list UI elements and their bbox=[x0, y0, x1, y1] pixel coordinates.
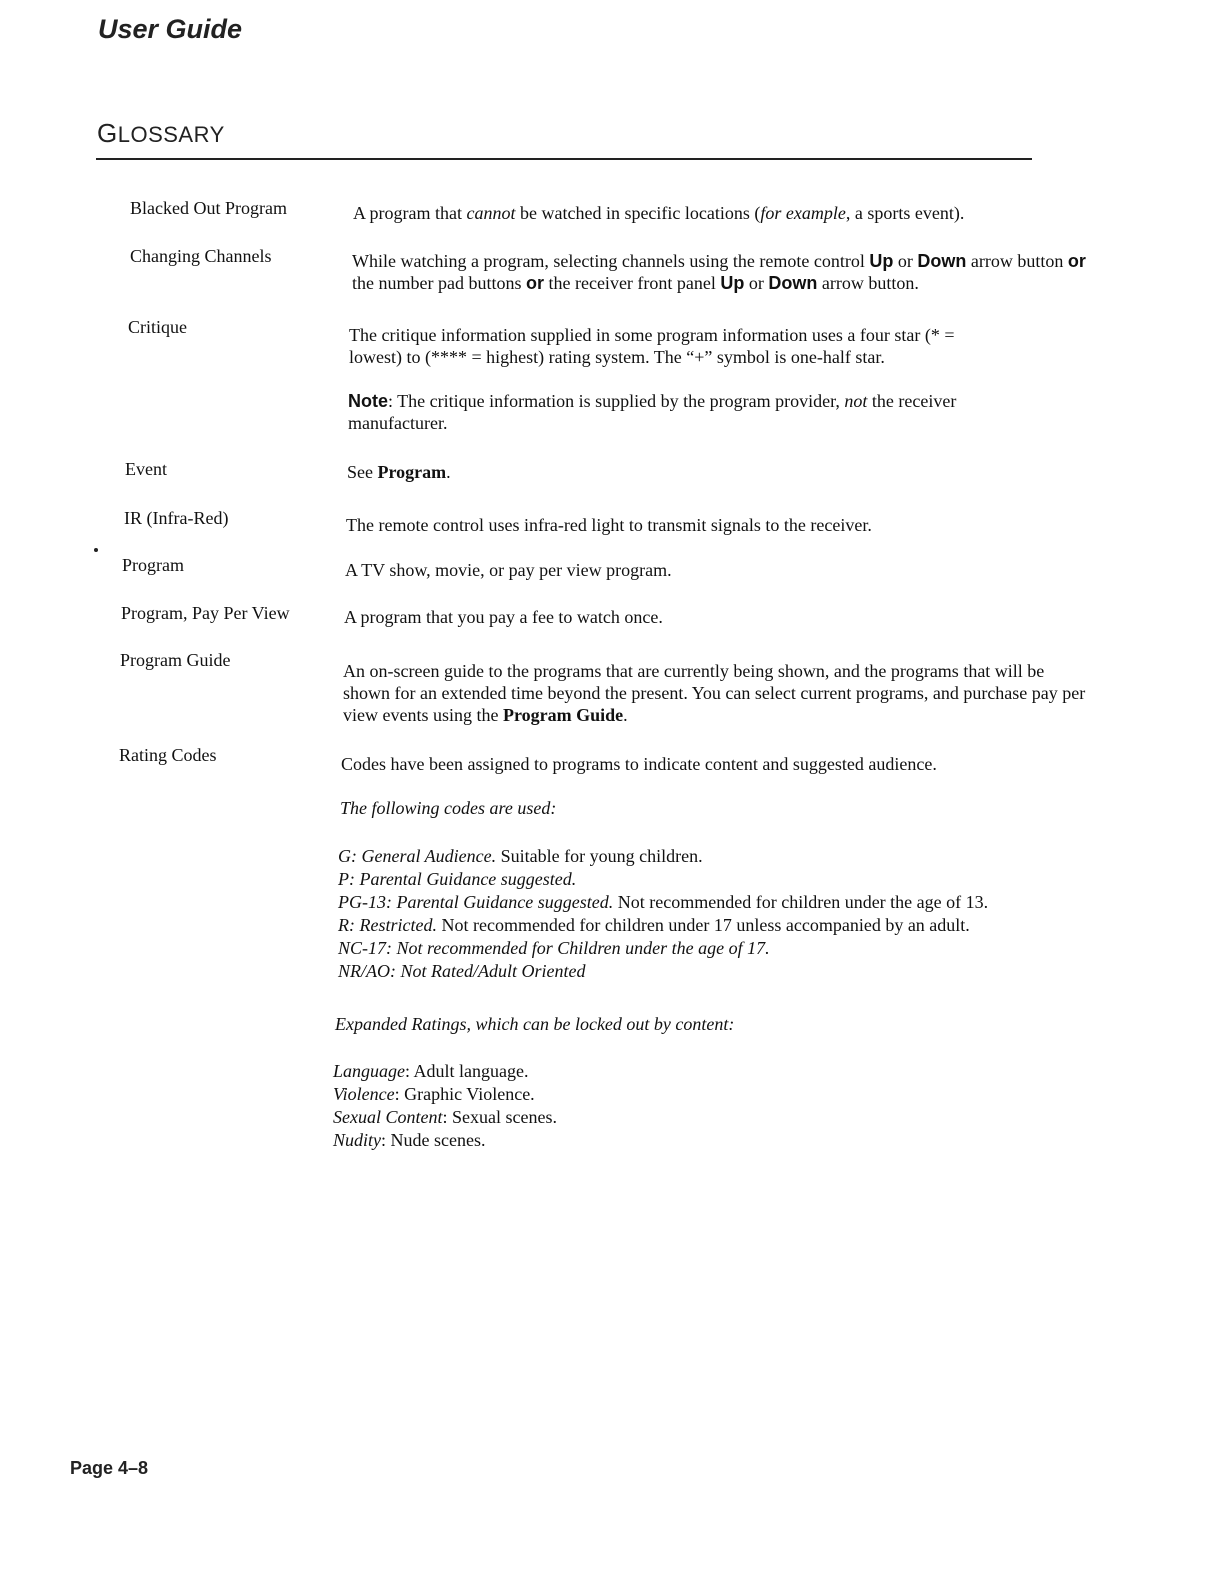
expanded-rating-violence: Violence: Graphic Violence. bbox=[333, 1084, 535, 1104]
expanded-rating-sexual-content: Sexual Content: Sexual scenes. bbox=[333, 1107, 557, 1127]
section-title bbox=[97, 118, 225, 149]
rating-code-pg13: PG-13: Parental Guidance suggested. Not recommended for children under the age of 13. bbox=[338, 892, 989, 912]
rating-codes-intro: The following codes are used: bbox=[340, 798, 557, 818]
definition-critique: The critique information supplied in some program information uses a four star (* = lowest) to (**** = highest) rating system. The “+” symbol is one-half star. bbox=[349, 325, 955, 367]
definition-changing-channels: While watching a program, selecting channels using the remote control Up or Down arrow button or the number pad buttons or the receiver front panel Up or Down arrow button. bbox=[352, 251, 1086, 293]
definition-rating-codes: Codes have been assigned to programs to indicate content and suggested audience. bbox=[341, 754, 937, 774]
section-title-initial: G bbox=[97, 118, 118, 148]
rating-code-r: R: Restricted. Not recommended for children under 17 unless accompanied by an adult. bbox=[338, 915, 970, 935]
page-number: Page 4–8 bbox=[70, 1458, 149, 1478]
definition-blacked-out-program: A program that cannot be watched in specific locations (for example, a sports event). bbox=[353, 203, 965, 223]
definition-program-guide: An on-screen guide to the programs that are currently being shown, and the programs that will be shown for an extended time beyond the present. You can select current programs, and purchase pay per view events using the Program Guide. bbox=[343, 661, 1086, 725]
expanded-ratings-list bbox=[333, 1060, 1033, 1152]
definition-program: A TV show, movie, or pay per view program. bbox=[345, 560, 672, 580]
definition-event: See Program. bbox=[347, 462, 451, 482]
section-title-rest: LOSSARY bbox=[117, 122, 225, 147]
definition-ir: The remote control uses infra-red light to transmit signals to the receiver. bbox=[346, 515, 872, 535]
term-blacked-out-program: Blacked Out Program bbox=[130, 198, 287, 218]
term-program: Program bbox=[122, 555, 184, 575]
rating-code-nc17: NC-17: Not recommended for Children under the age of 17. bbox=[338, 938, 770, 958]
definition-program-pay-per-view: A program that you pay a fee to watch once. bbox=[344, 607, 663, 627]
term-program-guide: Program Guide bbox=[120, 650, 231, 670]
page-header-title: User Guide bbox=[98, 14, 243, 44]
term-ir: IR (Infra-Red) bbox=[124, 508, 229, 528]
rating-code-p: P: Parental Guidance suggested. bbox=[338, 869, 577, 889]
term-changing-channels: Changing Channels bbox=[130, 246, 272, 266]
term-event: Event bbox=[125, 459, 167, 479]
rating-code-nrao: NR/AO: Not Rated/Adult Oriented bbox=[338, 961, 586, 981]
term-program-pay-per-view: Program, Pay Per View bbox=[121, 603, 290, 623]
expanded-ratings-intro: Expanded Ratings, which can be locked out by content: bbox=[335, 1014, 735, 1034]
rating-codes-list bbox=[338, 845, 1098, 983]
term-rating-codes: Rating Codes bbox=[119, 745, 217, 765]
section-divider bbox=[96, 158, 1032, 160]
expanded-rating-nudity: Nudity: Nude scenes. bbox=[333, 1130, 486, 1150]
bullet-mark bbox=[94, 548, 98, 552]
rating-code-g: G: General Audience. Suitable for young children. bbox=[338, 846, 703, 866]
term-critique: Critique bbox=[128, 317, 187, 337]
expanded-rating-language: Language: Adult language. bbox=[333, 1061, 529, 1081]
critique-note: Note: The critique information is supplied by the program provider, not the receiver manufacturer. bbox=[348, 391, 957, 433]
